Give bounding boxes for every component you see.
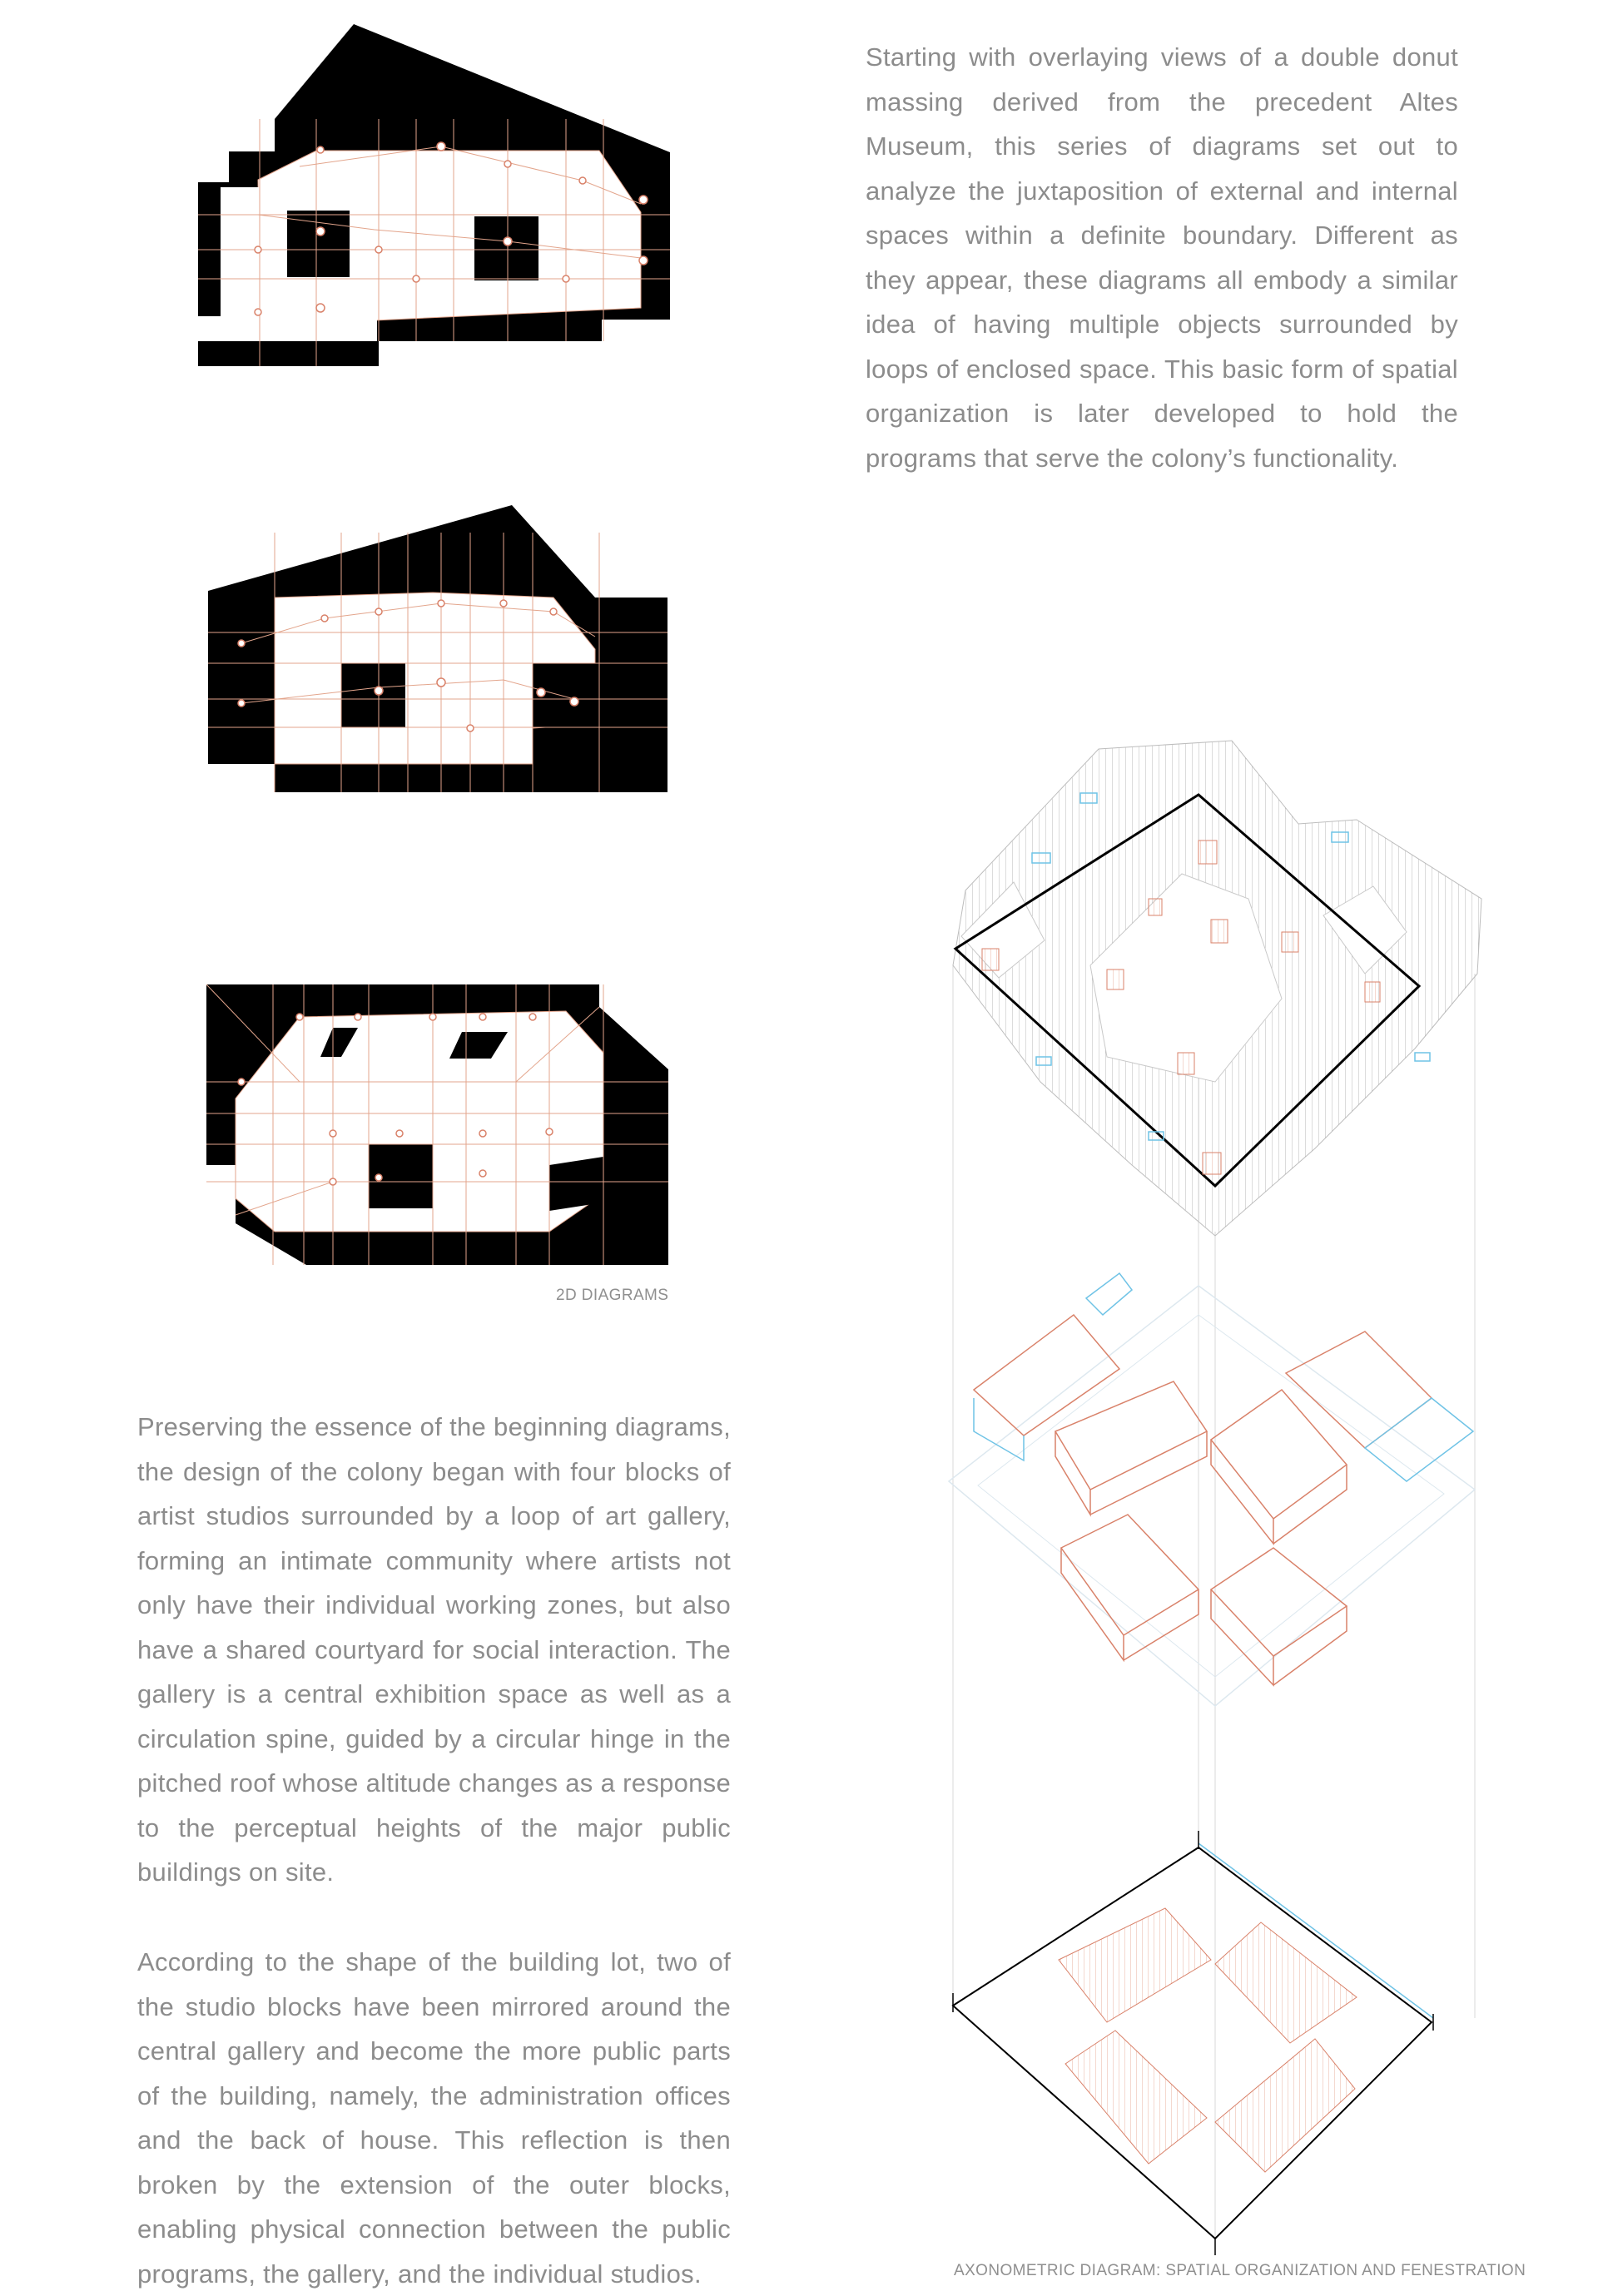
axo-roof-level (953, 741, 1481, 1236)
direction-arrows (953, 1831, 1433, 2255)
diagram-2d-3 (206, 984, 668, 1265)
body-paragraph-1: Preserving the essence of the beginning diagrams, the design of the colony began with four blocks of artist studios surrounded by a loop of art gallery, forming an intimate community where artists not only have their individual working zones, but also have a shared courtyard for social interaction. The gallery is a central exhibition space as well as a circulation spine, guided by a circular hinge in the pitched roof whose altitude changes as a response to the perceptual heights of the major public buildings on site. (137, 1412, 731, 1887)
axonometric-diagram (949, 741, 1481, 2255)
axo-program-level (949, 1273, 1475, 1706)
intro-paragraph: Starting with overlaying views of a double donut massing derived from the precedent Altes Museum, this series of diagrams set out to analyze the juxtaposition of external and internal spaces within a definite boundary. Different as they appear, these diagrams all embody a similar idea of having multiple objects surrounded by loops of enclosed space. This basic form of spatial organization is later developed to hold the programs that serve the colony’s functionality. (866, 42, 1458, 473)
diagram-2d-1 (198, 24, 670, 366)
diagram-2d-2 (208, 505, 667, 792)
axo-ground-level (953, 1831, 1433, 2255)
ground-studio-blocks (1059, 1908, 1357, 2172)
body-paragraph-2: According to the shape of the building lot, two of the studio blocks have been mirrored around the central gallery and become the more public parts of the building, namely, the administration offices and the back of house. This reflection is then broken by the extension of the outer blocks, enabling physical connection between the public programs, the gallery, and the individual studios. (137, 1947, 731, 2289)
caption-2d-diagrams: 2D DIAGRAMS (556, 1287, 669, 1304)
caption-axonometric: AXONOMETRIC DIAGRAM: SPATIAL ORGANIZATION AND FENESTRATION (954, 2262, 1526, 2279)
studio-blocks (974, 1315, 1432, 1685)
